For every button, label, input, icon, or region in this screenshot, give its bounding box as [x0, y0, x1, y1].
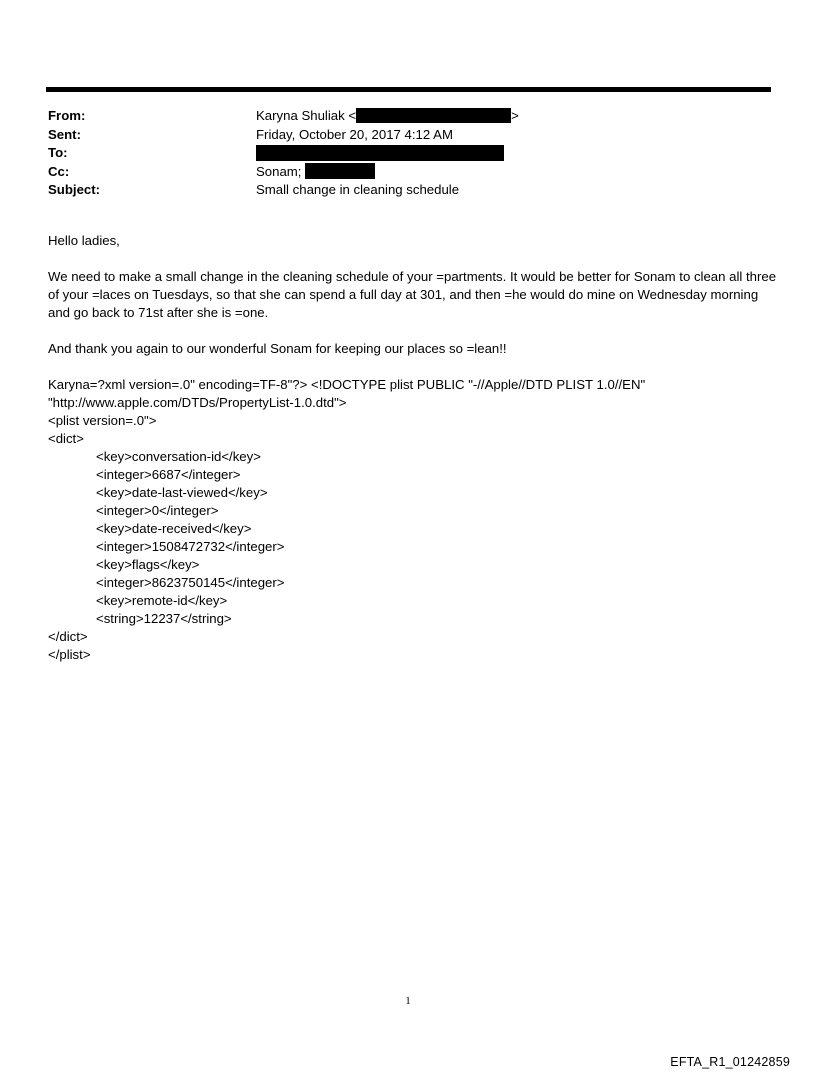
header-divider [46, 87, 771, 92]
spacer [48, 250, 778, 268]
plist-line: </plist> [48, 647, 91, 662]
page-number: 1 [405, 995, 411, 1007]
plist-dict-line: <key>date-received</key> [96, 521, 252, 536]
redaction-block [356, 108, 511, 123]
header-sent [48, 126, 768, 145]
plist-dict-line: <key>flags</key> [96, 557, 200, 572]
redaction-block [305, 163, 375, 179]
plist-dict-line: <string>12237</string> [96, 611, 232, 626]
plist-dict-line: <integer>1508472732</integer> [96, 539, 285, 554]
sent-label: Sent: [48, 126, 81, 142]
plist-dict-line: <key>date-last-viewed</key> [96, 485, 268, 500]
cc-text: Sonam; [256, 163, 302, 179]
bates-number: EFTA_R1_01242859 [670, 1055, 790, 1069]
from-suffix: > [511, 108, 519, 123]
to-value [256, 144, 504, 163]
plist-line: "http://www.apple.com/DTDs/PropertyList-1.0.dtd"> [48, 395, 347, 410]
email-headers [48, 107, 768, 200]
plist-dict-line: <integer>6687</integer> [96, 467, 241, 482]
from-label: From: [48, 108, 86, 123]
redaction-block [256, 145, 504, 161]
header-to [48, 144, 768, 163]
header-from [48, 107, 768, 126]
header-cc [48, 163, 768, 182]
from-name: Karyna Shuliak < [256, 108, 357, 123]
spacer [48, 358, 778, 376]
header-subject [48, 181, 768, 200]
plist-dict-line: <key>conversation-id</key> [96, 449, 261, 464]
cc-value [256, 163, 375, 182]
greeting: Hello ladies, [48, 233, 120, 248]
sent-value: Friday, October 20, 2017 4:12 AM [256, 126, 453, 142]
body-paragraph: We need to make a small change in the cleaning schedule of your =partments. It would be better for Sonam to clean all three of your =laces on Tuesdays, so that she can spend a full day at 301, and then =he would do mine on Wednesday morning and go back to 71st after she is =one. [48, 269, 777, 320]
plist-dict-line: <key>remote-id</key> [96, 593, 228, 608]
body-paragraph: And thank you again to our wonderful Sonam for keeping our places so =lean!! [48, 341, 507, 356]
cc-label: Cc: [48, 163, 70, 179]
from-value [256, 107, 519, 126]
plist-line: <plist version=.0"> [48, 413, 157, 428]
plist-line: <dict> [48, 431, 84, 446]
plist-dict-line: <integer>8623750145</integer> [96, 575, 285, 590]
plist-line: </dict> [48, 629, 88, 644]
subject-value: Small change in cleaning schedule [256, 182, 460, 197]
spacer [48, 322, 778, 340]
to-label: To: [48, 145, 68, 160]
subject-label: Subject: [48, 182, 101, 197]
email-body [48, 232, 778, 664]
plist-line: Karyna=?xml version=.0" encoding=TF-8"?> <!DOCTYPE plist PUBLIC "-//Apple//DTD PLIST 1.0//EN" [48, 377, 646, 392]
plist-dict-line: <integer>0</integer> [96, 503, 219, 518]
